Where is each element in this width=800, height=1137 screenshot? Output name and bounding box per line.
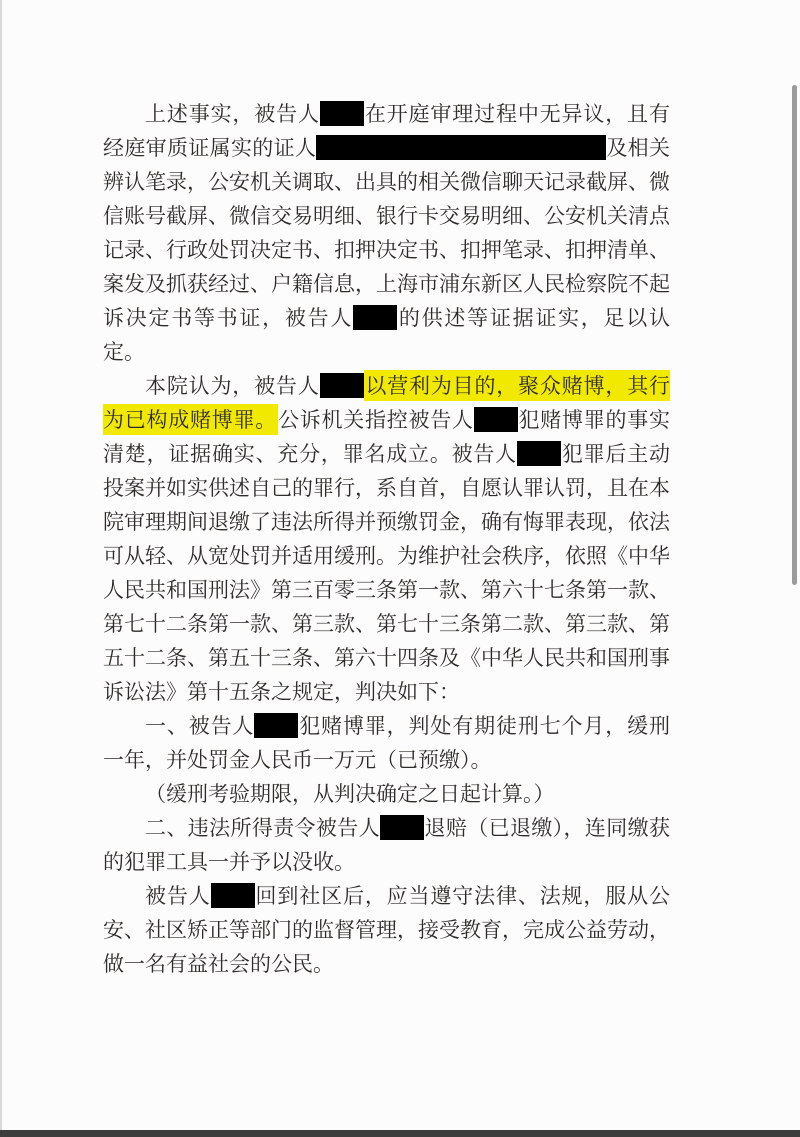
text-run: 在开庭审理过程中无异议，且有经庭审质证属实的证人	[103, 102, 670, 160]
text-run: 退赔（已退缴），连同缴获的犯罪工具一并予以没收。	[103, 816, 671, 874]
redaction-box	[353, 305, 397, 330]
paragraph-probation-period-note	[103, 777, 670, 811]
text-run: 及相关辨认笔录，公安机关调取、出具的相关微信聊天记录截屏、微信账号截屏、微信交易明细、银行卡交易明细、公安机关清点记录、行政处罚决定书、扣押决定书、扣押笔录、扣押清单、案发及抓获经过、户籍信息，上海市浦东新区人民检察院不起诉决定书等书证，被告人	[103, 136, 671, 330]
text-run: 上述事实，被告人	[145, 102, 320, 126]
highlighted-text: 以营利为目的，聚众赌博，其行为已构成赌博罪。	[103, 370, 670, 435]
paragraph-judgment-item-2	[103, 811, 670, 879]
bottom-ui-bar	[0, 1130, 800, 1137]
text-run: 犯罪后主动投案并如实供述自己的罪行，系自首，自愿认罪认罚，且在本院审理期间退缴了违法所得并预缴罚金，确有悔罪表现，依法可从轻、从宽处罚并适用缓刑。为维护社会秩序，依照《中华人民共和国刑法》第三百零三条第一款、第六十七条第一款、第七十二条第一款、第三款、第七十三条第二款、第三款、第五十二条、第五十三条、第六十四条及《中华人民共和国刑事诉讼法》第十五条之规定，判决如下：	[103, 442, 671, 704]
redaction-box	[316, 135, 606, 160]
text-run: 本院认为，被告人	[145, 374, 320, 398]
text-run: 的供述等证据证实，足以认定。	[103, 306, 671, 364]
text-run: （缓刑考验期限，从判决确定之日起计算。）	[145, 782, 555, 806]
judgment-text-body	[103, 97, 670, 981]
scrollbar-thumb[interactable]	[792, 85, 797, 585]
paragraph-community-correction-notice	[103, 879, 670, 981]
redaction-box	[320, 101, 364, 126]
paragraph-facts-and-evidence	[103, 97, 670, 369]
paragraph-judgment-item-1	[103, 709, 670, 777]
page-left-edge-line	[0, 0, 2, 1137]
redaction-box	[254, 713, 298, 738]
text-run: 回到社区后，应当遵守法律、法规，服从公安、社区矫正等部门的监督管理，接受教育，完成公益劳动，做一名有益社会的公民。	[103, 884, 670, 976]
redaction-box	[517, 441, 561, 466]
text-run: 犯赌博罪的事实清楚，证据确实、充分，罪名成立。被告人	[103, 408, 671, 466]
redaction-box	[320, 373, 364, 398]
redaction-box	[211, 883, 255, 908]
paragraph-court-opinion	[103, 369, 670, 709]
text-run: 一、被告人	[145, 714, 255, 738]
text-run: 公诉机关指控被告人	[277, 408, 474, 432]
redaction-box	[380, 815, 424, 840]
text-run: 犯赌博罪，判处有期徒刑七个月，缓刑一年，并处罚金人民币一万元（已预缴）。	[103, 714, 670, 772]
text-run: 被告人	[145, 884, 211, 908]
text-run: 二、违法所得责令被告人	[145, 816, 381, 840]
redaction-box	[474, 407, 518, 432]
